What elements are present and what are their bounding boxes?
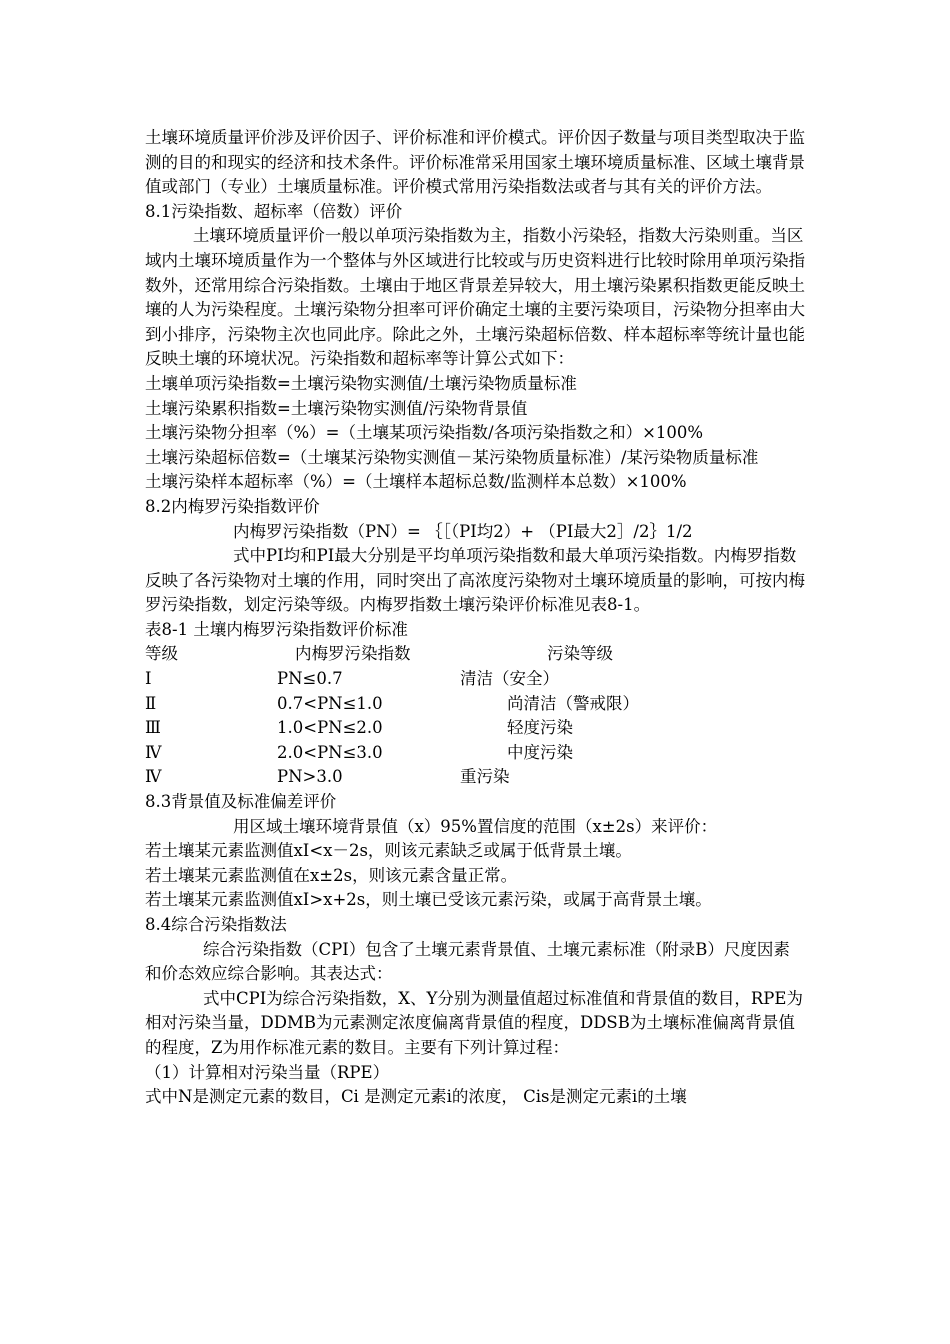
table-row <box>145 667 805 692</box>
header-nemerow-index: 内梅罗污染指数 <box>295 644 411 664</box>
table-header-row <box>145 642 805 667</box>
table-row <box>145 716 805 741</box>
header-pollution-level: 污染等级 <box>547 644 613 664</box>
cell-index: PN≤0.7 <box>277 669 343 689</box>
table-row <box>145 741 805 766</box>
formula-accumulation-index: 土壤污染累积指数=土壤污染物实测值/污染物背景值 <box>145 398 528 418</box>
cell-grade: Ⅳ <box>145 767 162 787</box>
cell-index: 0.7<PN≤1.0 <box>277 693 383 713</box>
cell-index: PN>3.0 <box>277 767 343 787</box>
section-8-1-heading: 8.1污染指数、超标率（倍数）评价 <box>145 201 403 221</box>
section-8-2-heading: 8.2内梅罗污染指数评价 <box>145 496 320 516</box>
table-8-1-title: 表8-1 土壤内梅罗污染指数评价标准 <box>145 619 408 639</box>
intro-paragraph: 土壤环境质量评价涉及评价因子、评价标准和评价模式。评价因子数量与项目类型取决于监测的目的和现实的经济和技术条件。评价标准常采用国家土壤环境质量标准、区域土壤背景值或部门（专业）土壤质量标准。评价模式常用污染指数法或者与其有关的评价方法。 <box>145 128 805 197</box>
cell-grade: Ⅱ <box>145 693 157 713</box>
header-grade: 等级 <box>145 644 178 664</box>
document-page <box>145 126 805 1110</box>
formula-sample-exceed-rate: 土壤污染样本超标率（%）=（土壤样本超标总数/监测样本总数）×100% <box>145 472 687 492</box>
formula-single-index: 土壤单项污染指数=土壤污染物实测值/土壤污染物质量标准 <box>145 373 577 393</box>
cell-index: 1.0<PN≤2.0 <box>277 718 383 738</box>
cell-level: 尚清洁（警戒限） <box>507 693 639 713</box>
nemerow-formula: 内梅罗污染指数（PN）= ｛［（PI均2）+ （PI最大2］/2｝1/2 <box>233 521 693 541</box>
cell-level: 中度污染 <box>507 742 573 762</box>
background-range-line: 用区域土壤环境背景值（x）95%置信度的范围（x±2s）来评价： <box>233 816 718 836</box>
step-1-heading: （1）计算相对污染当量（RPE） <box>145 1062 390 1082</box>
cell-level: 轻度污染 <box>507 718 573 738</box>
cpi-definition-paragraph: 综合污染指数（CPI）包含了土壤元素背景值、土壤元素标准（附录B）尺度因素和价态效应综合影响。其表达式： <box>145 939 790 984</box>
cell-index: 2.0<PN≤3.0 <box>277 742 383 762</box>
cell-level: 重污染 <box>460 767 510 787</box>
low-background-line: 若土壤某元素监测值xI<x－2s，则该元素缺乏或属于低背景土壤。 <box>145 841 632 861</box>
table-row <box>145 692 805 717</box>
cpi-variables-paragraph: 式中CPI为综合污染指数，X、Y分别为测量值超过标准值和背景值的数目，RPE为相对污染当量，DDMB为元素测定浓度偏离背景值的程度，DDSB为土壤标准偏离背景值的程度，Z为用作标准元素的数目。主要有下列计算过程： <box>145 988 803 1057</box>
section-8-1-paragraph: 土壤环境质量评价一般以单项污染指数为主，指数小污染轻，指数大污染则重。当区域内土壤环境质量作为一个整体与外区域进行比较或与历史资料进行比较时除用单项污染指数外，还常用综合污染指数。土壤由于地区背景差异较大，用土壤污染累积指数更能反映土壤的人为污染程度。土壤污染物分担率可评价确定土壤的主要污染项目，污染物分担率由大到小排序，污染物主次也同此序。除此之外，土壤污染超标倍数、样本超标率等统计量也能反映土壤的环境状况。污染指数和超标率等计算公式如下： <box>145 226 805 369</box>
normal-content-line: 若土壤某元素监测值在x±2s，则该元素含量正常。 <box>145 865 518 885</box>
cell-grade: Ⅲ <box>145 718 161 738</box>
cell-grade: Ⅳ <box>145 742 162 762</box>
high-background-line: 若土壤某元素监测值xI>x+2s，则土壤已受该元素污染，或属于高背景土壤。 <box>145 890 712 910</box>
formula-share-rate: 土壤污染物分担率（%）=（土壤某项污染指数/各项污染指数之和）×100% <box>145 423 704 443</box>
section-8-2-paragraph: 式中PI均和PI最大分别是平均单项污染指数和最大单项污染指数。内梅罗指数反映了各污染物对土壤的作用，同时突出了高浓度污染物对土壤环境质量的影响，可按内梅罗污染指数，划定污染等级。内梅罗指数土壤污染评价标准见表8-1。 <box>145 546 805 615</box>
section-8-3-heading: 8.3背景值及标准偏差评价 <box>145 792 337 812</box>
table-8-1 <box>145 642 805 790</box>
rpe-variables-line: 式中N是测定元素的数目，Ci 是测定元素i的浓度， Cis是测定元素i的土壤 <box>145 1087 687 1107</box>
section-8-4-heading: 8.4综合污染指数法 <box>145 915 287 934</box>
table-row <box>145 765 805 790</box>
cell-grade: Ⅰ <box>145 669 152 689</box>
cell-level: 清洁（安全） <box>460 669 559 689</box>
formula-exceed-multiple: 土壤污染超标倍数=（土壤某污染物实测值－某污染物质量标准）/某污染物质量标准 <box>145 447 759 467</box>
